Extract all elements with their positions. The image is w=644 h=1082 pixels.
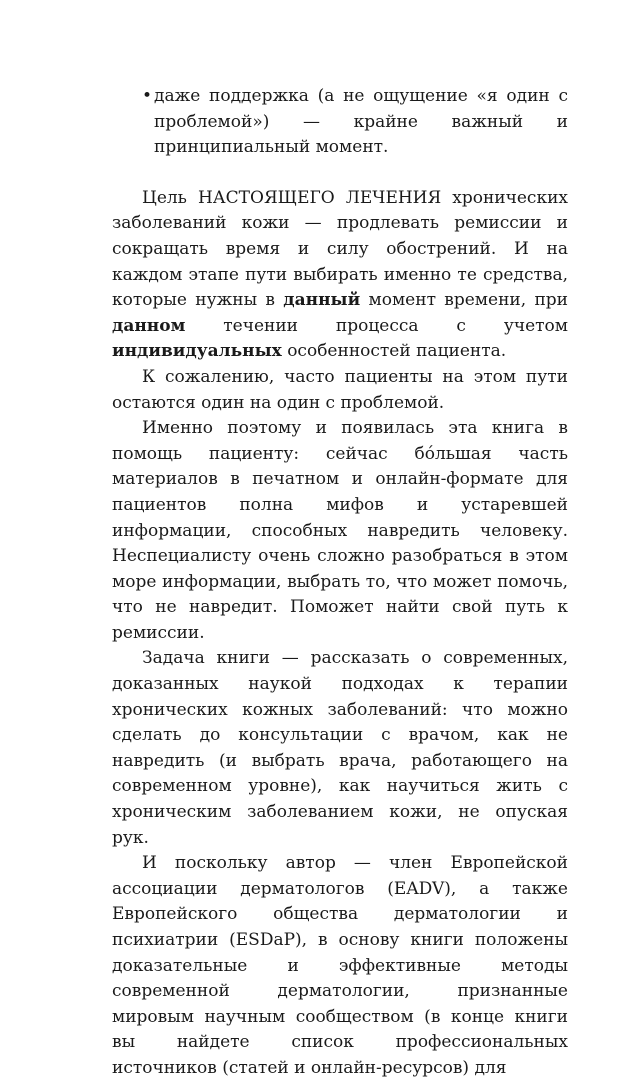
bullet-item — [142, 84, 568, 161]
paragraph-book-task: Задача книги — рассказать о современных, доказанных наукой подходах к терапии хронических кожных заболеваний: что можно сделать до консультации с врачом, как не навредить (и выбрать врача, работающего на современном уровне), как научиться жить с хроническим заболеванием кожи, не опуская рук. — [112, 648, 568, 848]
p1-bold-2: данном — [112, 315, 186, 336]
p1-text-3: течении процесса с учетом — [185, 315, 568, 336]
book-page — [112, 84, 568, 1082]
paragraph-book-purpose: Именно поэтому и появилась эта книга в помощь пациенту: сейчас бóльшая часть материалов в печатном и онлайн-формате для пациентов полна мифов и устаревшей информации, способных навредить человеку. Неспециалисту очень сложно разобраться в этом море информации, выбрать то, что может помочь, что не навредит. Поможет найти свой путь к ремиссии. — [112, 418, 568, 643]
p1-text-4: особенностей пациента. — [281, 341, 507, 362]
paragraph-treatment-goal — [112, 186, 568, 365]
bullet-text: даже поддержка (а не ощущение «я один с проблемой») — крайне важный и принципиальный момент. — [154, 86, 568, 158]
bullet-mark: • — [142, 86, 153, 106]
paragraph-patients-alone: К сожалению, часто пациенты на этом пути остаются один на один с проблемой. — [112, 366, 568, 413]
p1-text-1: Цель НАСТОЯЩЕГО ЛЕЧЕНИЯ хронических заболеваний кожи — продлевать ремиссии и сокращать время и силу обострений. И на каждом этапе пути выбирать именно те средства, которые нужны в — [112, 187, 568, 311]
p1-bold-3: индивидуальных — [112, 341, 282, 362]
p1-bold-1: данный — [283, 290, 361, 311]
paragraph-author-membership: И поскольку автор — член Европейской ассоциации дерматологов (EADV), а также Европейского общества дерматологии и психиатрии (ESDaP), в основу книги положены доказательные и эффективные методы современной дерматологии, признанные мировым научным сообществом (в конце книги вы найдете список профессиональных источников (статей и онлайн-ресурсов) для — [112, 853, 568, 1078]
p1-text-2: момент времени, при — [360, 290, 568, 311]
